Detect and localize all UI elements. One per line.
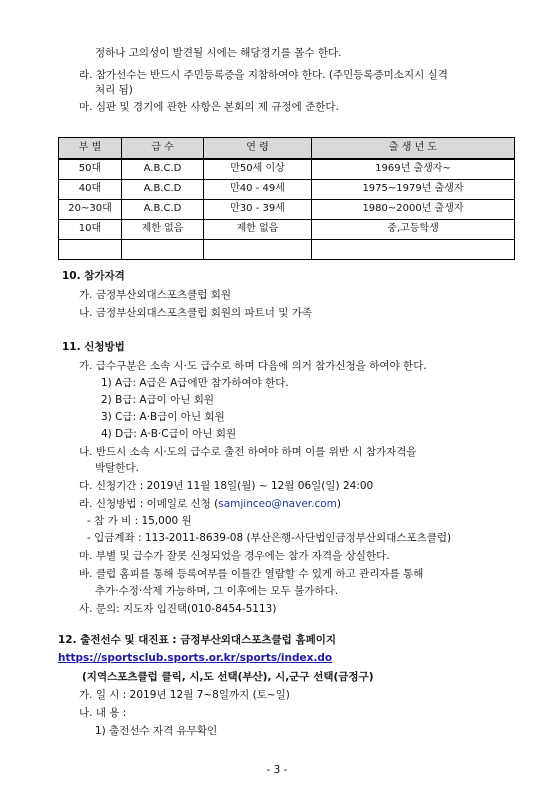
application-item-na-cont: 박탈한다. [95, 462, 139, 474]
application-method-close: ) [336, 498, 342, 510]
table-cell: A.B.C.D [122, 200, 204, 220]
rule-line-id-required: 라. 참가선수는 반드시 주민등록증을 지참하여야 한다. (주민등록증미소지시 실격 [79, 69, 448, 81]
table-cell: 1980~2000년 출생자 [312, 200, 515, 220]
grade-rule: 2) B급: A급이 아닌 회원 [101, 394, 215, 406]
application-period: 다. 신청기간 : 2019년 11월 18일(월) ~ 12월 06일(일) 24:00 [79, 480, 374, 492]
table-cell: 40대 [59, 180, 122, 200]
bank-account: - 입금계좌 : 113-2011-8639-08 (부산은행-사단법인금정부산외대스포츠클럽) [87, 532, 452, 544]
table-header-cell: 연 령 [204, 138, 312, 160]
application-method [79, 498, 341, 511]
application-method-label: 라. 신청방법 : 이메일로 신청 ( [79, 498, 219, 510]
application-item-ma: 마. 부별 및 급수가 잘못 신청되었을 경우에는 참가 자격을 상실한다. [79, 550, 390, 562]
table-row [59, 180, 515, 200]
table-cell [122, 240, 204, 260]
bracket-date: 가. 일 시 : 2019년 12월 7~8일까지 (토~일) [79, 689, 290, 701]
table-cell: 중,고등학생 [312, 220, 515, 240]
application-item-na: 나. 반드시 소속 시·도의 급수로 출전 하여야 하며 이를 위반 시 참가자격을 [79, 446, 417, 458]
application-item-ba-cont: 추가·수정·삭제 가능하며, 그 이후에는 모두 불가하다. [95, 585, 339, 597]
application-item-ba: 바. 클럽 홈피를 통해 등록여부를 이틀간 열람할 수 있게 하고 관리자를 통해 [79, 568, 424, 580]
grade-rule: 1) A급: A급은 A급에만 참가하여야 한다. [101, 377, 289, 389]
table-header-cell: 급 수 [122, 138, 204, 160]
table-cell: 만40 - 49세 [204, 180, 312, 200]
section-11-heading: 11. 신청방법 [62, 341, 125, 353]
email-link[interactable]: samjinceo@naver.com [218, 498, 337, 510]
grade-rule: 3) C급: A·B급이 아닌 회원 [101, 411, 225, 423]
rule-line-referee: 마. 심판 및 경기에 관한 사항은 본회의 제 규정에 준한다. [79, 101, 339, 113]
eligibility-item: 나. 금정부산외대스포츠클럽 회원의 파트너 및 가족 [79, 307, 313, 319]
bracket-content-item: 1) 출전선수 자격 유무확인 [95, 725, 218, 737]
section-10-heading: 10. 참가자격 [62, 270, 125, 282]
table-cell: A.B.C.D [122, 180, 204, 200]
grade-rule: 4) D급: A·B·C급이 아닌 회원 [101, 428, 237, 440]
homepage-link[interactable]: https://sportsclub.sports.or.kr/sports/index.do [58, 652, 333, 664]
table-cell: 1975~1979년 출생자 [312, 180, 515, 200]
table-cell [59, 240, 122, 260]
table-cell: A.B.C.D [122, 159, 204, 180]
page-number: - 3 - [266, 764, 288, 776]
rule-line-id-required-cont: 처리 됨) [95, 84, 133, 96]
table-cell [312, 240, 515, 260]
table-row [59, 159, 515, 180]
table-cell [204, 240, 312, 260]
table-cell: 제한 없음 [204, 220, 312, 240]
contact-info: 사. 문의: 지도자 임진택(010-8454-5113) [79, 603, 277, 615]
table-cell: 20~30대 [59, 200, 122, 220]
navigation-note: (지역스포츠클럽 클릭, 시,도 선택(부산), 시,군구 선택(금정구) [82, 671, 374, 683]
table-cell: 50대 [59, 159, 122, 180]
table-cell: 만30 - 39세 [204, 200, 312, 220]
application-item-ga: 가. 급수구분은 소속 시·도 급수로 하며 다음에 의거 참가신청을 하여야 한다. [79, 360, 427, 372]
rule-line-confiscation: 정하나 고의성이 발견될 시에는 해당경기를 몰수 한다. [95, 47, 342, 59]
table-cell: 제한 없음 [122, 220, 204, 240]
table-header-row [59, 138, 515, 160]
table-cell: 10대 [59, 220, 122, 240]
table-row [59, 200, 515, 220]
table-header-cell: 출 생 년 도 [312, 138, 515, 160]
entry-fee: - 참 가 비 : 15,000 원 [87, 515, 192, 527]
section-12-heading: 12. 출전선수 및 대진표 : 금정부산외대스포츠클럽 홈페이지 [58, 634, 337, 646]
table-cell: 만50세 이상 [204, 159, 312, 180]
division-table [58, 137, 515, 260]
eligibility-item: 가. 금정부산외대스포츠클럽 회원 [79, 289, 232, 301]
table-row-empty [59, 240, 515, 260]
table-row [59, 220, 515, 240]
bracket-content-label: 나. 내 용 : [79, 707, 127, 719]
table-cell: 1969년 출생자~ [312, 159, 515, 180]
table-header-cell: 부 별 [59, 138, 122, 160]
